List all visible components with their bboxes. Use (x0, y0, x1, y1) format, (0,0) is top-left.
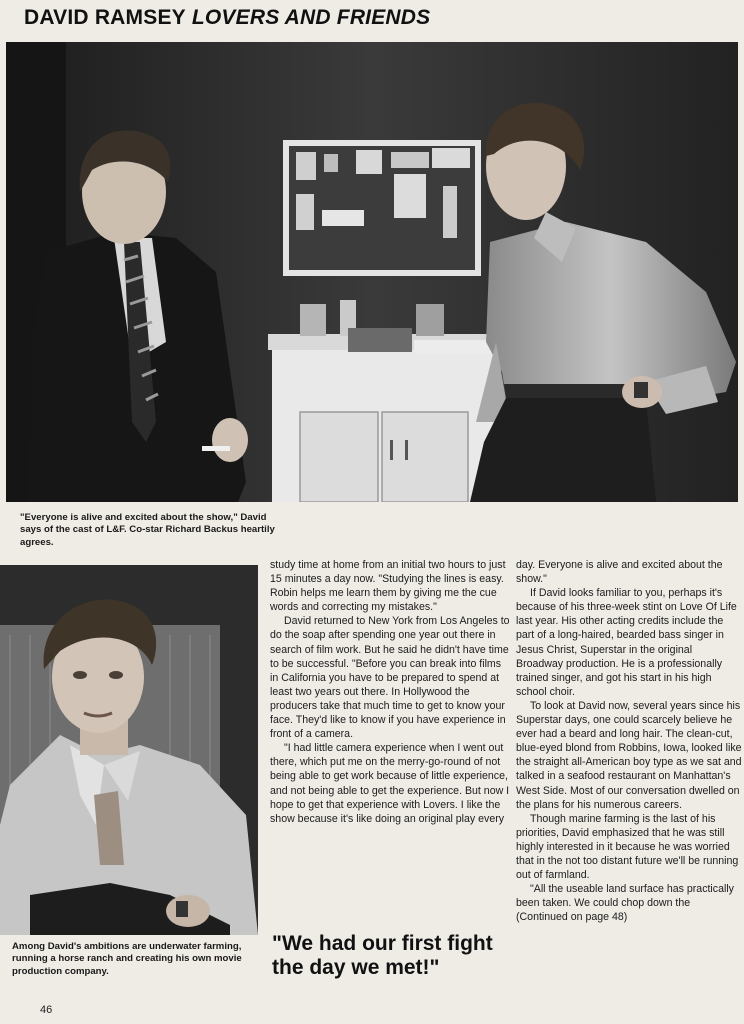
article-column-middle (270, 558, 512, 826)
header-name: DAVID RAMSEY (24, 6, 186, 29)
bottom-photo (0, 565, 258, 935)
article-paragraph: To look at David now, several years since his Superstar days, one could scarcely believe he ever had a beard and long hair. The clean-cut, blue-eyed blond from Robbins, Iowa, looked like the straight all-American boy type as we sat and talked in a seafood restaurant on Manhattan's West Side. Most of our conversation dwelled on the plans for his numerous careers. (516, 699, 742, 811)
article-paragraph: If David looks familiar to you, perhaps it's because of his three-week stint on Love Of Life last year. His other acting credits include the part of a long-haired, bearded bass singer in Jesus Christ, Superstar in the original Broadway production. He is a professionally trained singer, and got his start in his high school choir. (516, 587, 737, 698)
page-header (24, 6, 430, 30)
top-photo (6, 42, 738, 502)
article-paragraph: David returned to New York from Los Angeles to do the soap after spending one year out there in search of film work. But he said he didn't have time to be successful. "Before you can break into films in California you have to be prepared to spend at least two years out there. In Hollywood the producers take that much time to get to know your face. They'd like to know if you have experience in front of a camera. (270, 615, 510, 741)
top-photo-image (6, 42, 738, 502)
article-paragraph: Though marine farming is the last of his priorities, David emphasized that he was still highly interested in it because he was worried that in the not too distant future we'll be running out of farmland. (516, 812, 739, 882)
article-paragraph: "I had little camera experience when I went out there, which put me on the merry-go-round of not being able to get work because of little experience, and not being able to get the experience. But now I hope to get that experience with Lovers. I like the show because it's like doing an original play every (270, 742, 510, 825)
article-paragraph: day. Everyone is alive and excited about the show." (516, 559, 723, 586)
article-paragraph: "All the useable land surface has practically been taken. We could chop down the (Continued on page 48) (516, 883, 734, 924)
bottom-photo-caption: Among David's ambitions are underwater farming, running a horse ranch and creating his own movie production company. (12, 941, 242, 977)
header-show-title: LOVERS AND FRIENDS (191, 6, 431, 29)
article-column-right (516, 558, 742, 924)
article-paragraph: study time at home from an initial two hours to just 15 minutes a day now. "Studying the lines is easy. Robin helps me learn them by giving me the cue words and correcting my mistakes." (270, 559, 506, 614)
pull-quote: "We had our first fight the day we met!" (272, 932, 493, 979)
bottom-photo-image (0, 565, 258, 935)
page-number: 46 (40, 1004, 53, 1016)
top-photo-caption: "Everyone is alive and excited about the show," David says of the cast of L&F. Co-star Richard Backus heartily agrees. (20, 512, 275, 548)
